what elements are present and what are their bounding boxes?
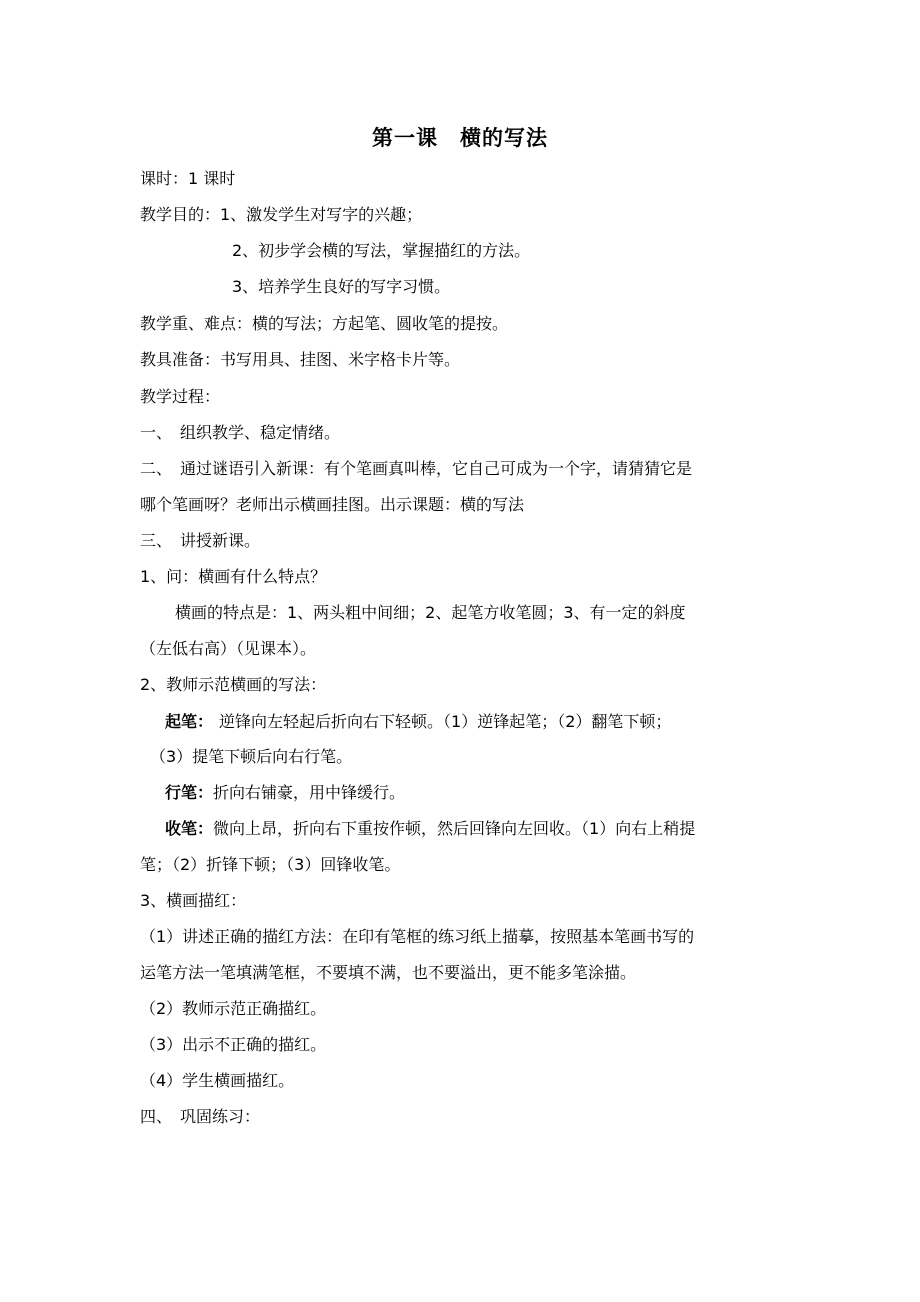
- teaching-goal-3: 3、培养学生良好的写字习惯。: [232, 277, 451, 296]
- key-points: 教学重、难点：横的写法；方起笔、圆收笔的提按。: [140, 314, 509, 333]
- tracing-demo: （2）教师示范正确描红。: [140, 999, 327, 1018]
- step-four: 四、 巩固练习：: [140, 1107, 261, 1126]
- tracing-students: （4）学生横画描红。: [140, 1071, 295, 1090]
- step-two: 二、 通过谜语引入新课：有个笔画真叫棒，它自己可成为一个字，请猜猜它是: [140, 459, 693, 478]
- move-stroke-line: [165, 782, 405, 804]
- end-stroke-line: [165, 818, 695, 840]
- step-two-cont: 哪个笔画呀？老师出示横画挂图。出示课题：横的写法: [140, 495, 525, 514]
- demo-heading: 2、教师示范横画的写法：: [140, 675, 327, 694]
- end-stroke-label: 收笔：: [165, 819, 214, 838]
- start-stroke-label: 起笔：: [165, 712, 214, 731]
- teaching-goal-2: 2、初步学会横的写法，掌握描红的方法。: [232, 241, 531, 260]
- step-three: 三、 讲授新课。: [140, 531, 261, 550]
- move-stroke-text: 折向右铺豪，用中锋缓行。: [213, 783, 406, 802]
- lesson-title: 第一课 横的写法: [372, 126, 548, 150]
- process-heading: 教学过程：: [140, 387, 221, 406]
- teaching-goal-1: 教学目的：1、激发学生对写字的兴趣；: [140, 205, 423, 224]
- tracing-heading: 3、横画描红：: [140, 891, 247, 910]
- teaching-aids: 教具准备：书写用具、挂图、米字格卡片等。: [140, 350, 461, 369]
- end-stroke-text: 微向上昂，折向右下重按作顿，然后回锋向左回收。（1）向右上稍提: [213, 819, 696, 838]
- start-stroke-cont: （3）提笔下顿后向右行笔。: [150, 747, 353, 766]
- class-hours: 课时：1 课时: [140, 169, 236, 188]
- tracing-wrong: （3）出示不正确的描红。: [140, 1035, 327, 1054]
- move-stroke-label: 行笔：: [165, 783, 214, 802]
- question-1: 1、问：横画有什么特点？: [140, 567, 327, 586]
- start-stroke-text: 逆锋向左轻起后折向右下轻顿。（1）逆锋起笔；（2）翻笔下顿；: [219, 712, 672, 731]
- features-text: 横画的特点是：1、两头粗中间细；2、起笔方收笔圆；3、有一定的斜度: [175, 603, 686, 622]
- step-one: 一、 组织教学、稳定情绪。: [140, 423, 341, 442]
- tracing-method-cont: 运笔方法一笔填满笔框，不要填不满，也不要溢出，更不能多笔涂描。: [140, 963, 637, 982]
- features-text-cont: （左低右高）（见课本）。: [140, 639, 317, 658]
- start-stroke-line: [165, 711, 671, 733]
- end-stroke-cont: 笔；（2）折锋下顿；（3）回锋收笔。: [140, 855, 401, 874]
- tracing-method: （1）讲述正确的描红方法：在印有笔框的练习纸上描摹，按照基本笔画书写的: [140, 927, 695, 946]
